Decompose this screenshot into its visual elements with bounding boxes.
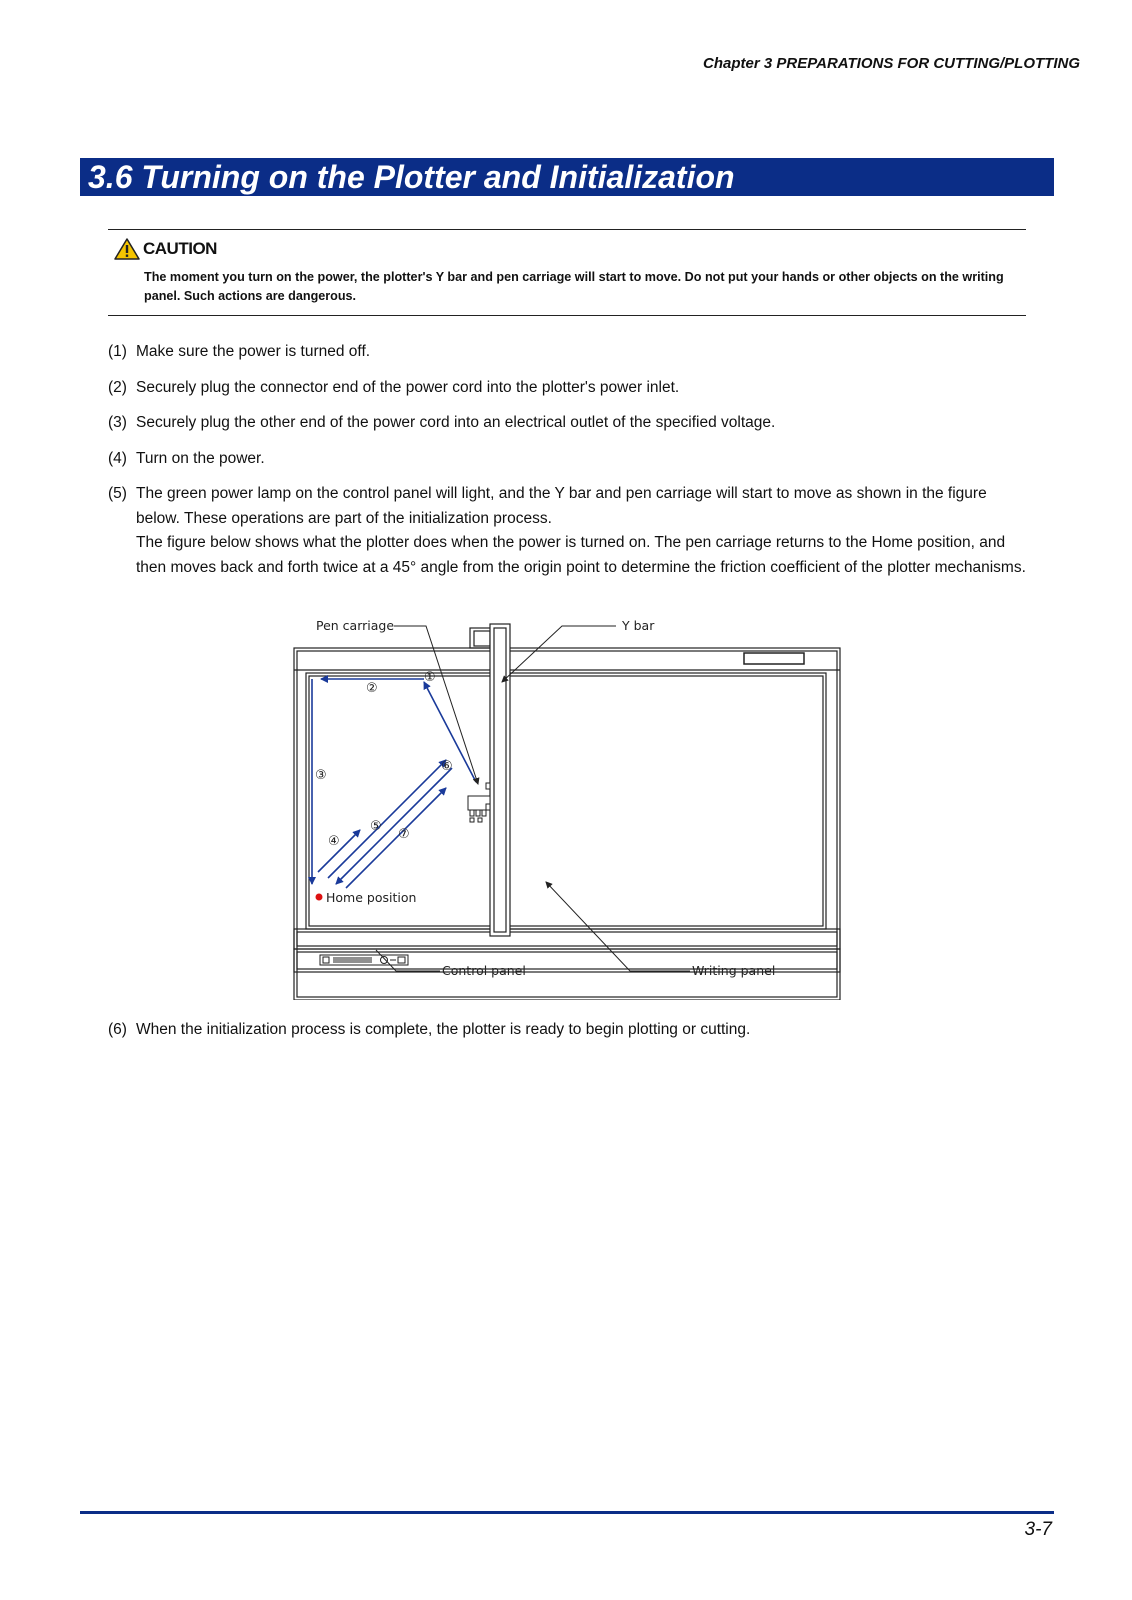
step-text: Make sure the power is turned off. [136, 343, 371, 360]
caution-heading [114, 238, 217, 260]
step-number: (5) [108, 485, 127, 502]
plotter-diagram [0, 620, 1132, 1000]
marker-6: ⑥ [441, 759, 453, 774]
plotter-figure [0, 620, 1132, 1000]
page-number: 3-7 [1024, 1519, 1052, 1540]
step-item [108, 376, 1028, 401]
warning-triangle-icon [114, 238, 140, 260]
y-bar-label: Y bar [622, 620, 655, 633]
control-panel-label: Control panel [442, 963, 526, 978]
marker-1: ① [424, 670, 436, 685]
step-text: Securely plug the other end of the power cord into an electrical outlet of the specified voltage. [136, 414, 776, 431]
writing-panel-label: Writing panel [692, 963, 776, 978]
marker-2: ② [366, 681, 378, 696]
step-item [108, 447, 1028, 472]
step-text: The green power lamp on the control panel will light, and the Y bar and pen carriage will start to move as shown in the figure below. These operations are part of the initialization process. [136, 485, 987, 527]
step-text: Securely plug the connector end of the power cord into the plotter's power inlet. [136, 378, 680, 396]
section-title: 3.6 Turning on the Plotter and Initialization [80, 158, 1054, 196]
pen-carriage-label: Pen carriage [316, 620, 395, 633]
step-text: Turn on the power. [136, 449, 265, 467]
chapter-header: Chapter 3 PREPARATIONS FOR CUTTING/PLOTTING [703, 55, 1080, 72]
step-text-continued: The figure below shows what the plotter does when the power is turned on. The pen carriage returns to the Home position, and then moves back and forth twice at a 45° angle from the origin point to determine the friction coefficient of the plotter mechanisms. [136, 534, 1026, 576]
footer-rule [80, 1511, 1054, 1514]
step-text: When the initialization process is complete, the plotter is ready to begin plotting or cutting. [136, 1021, 751, 1038]
step-number: (1) [108, 343, 127, 360]
marker-3: ③ [315, 768, 327, 783]
home-position-label: Home position [326, 890, 417, 905]
home-position-dot [316, 894, 323, 901]
caution-label: CAUTION [143, 239, 217, 258]
step-item [108, 340, 1028, 365]
step-number: (2) [108, 378, 127, 396]
steps-list [108, 340, 1028, 591]
step-number: (4) [108, 449, 127, 467]
marker-5: ⑤ [370, 819, 382, 834]
step-item [108, 1018, 1056, 1042]
y-bar [490, 624, 510, 936]
step-number: (6) [108, 1021, 127, 1038]
caution-box [108, 229, 1026, 316]
caution-text: The moment you turn on the power, the plotter's Y bar and pen carriage will start to move. Do not put your hands or other objects on the writing panel. Such actions are dangerous. [144, 270, 1004, 303]
step-number: (3) [108, 414, 127, 431]
step-item [108, 482, 1028, 580]
step-item [108, 411, 1028, 436]
marker-7: ⑦ [398, 827, 410, 842]
marker-4: ④ [328, 834, 340, 849]
